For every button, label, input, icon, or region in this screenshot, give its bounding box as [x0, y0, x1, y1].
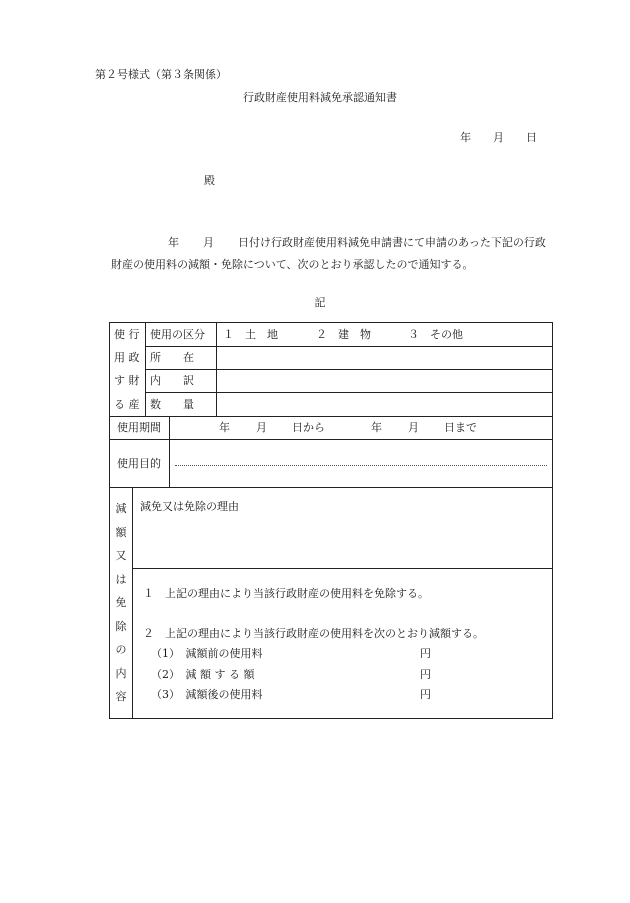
property-header-row-4: る 産	[114, 398, 140, 411]
reduction-char-1: 減	[115, 502, 127, 515]
subitem-after-reduction-unit: 円	[420, 688, 431, 701]
use-category-label: 使用の区分	[150, 328, 205, 341]
body-year: 年	[168, 236, 179, 249]
body-line-2: 財産の使用料の減額・免除について、次のとおり承認したので通知する。	[111, 258, 474, 271]
property-header-row-3: す 財	[114, 374, 140, 387]
period-to-year: 年	[371, 421, 382, 434]
subitem-reduction-amount-unit: 円	[420, 668, 431, 681]
period-from-day: 日から	[292, 421, 325, 434]
ki-heading: 記	[314, 296, 326, 309]
period-to-month: 月	[408, 421, 419, 434]
reduction-char-2: 額	[115, 525, 127, 539]
period-from-year: 年	[219, 421, 230, 434]
details-label: 内 訳	[150, 374, 194, 387]
purpose-dotted-line	[175, 465, 547, 466]
date-year: 年	[460, 131, 471, 144]
reduction-char-7: の	[115, 643, 127, 656]
property-header-row-1: 使 行	[114, 328, 140, 341]
period-from-month: 月	[256, 421, 267, 434]
body-line-1-text: 日付け行政財産使用料減免申請書にて申請のあった下記の行政	[238, 236, 546, 249]
location-label: 所 在	[150, 351, 194, 364]
reduction-char-9: 容	[115, 690, 127, 703]
reason-label: 減免又は免除の理由	[140, 500, 239, 513]
use-category-building: ２ 建 物	[316, 328, 371, 341]
addressee-suffix: 殿	[204, 174, 215, 187]
date-month: 月	[493, 131, 504, 144]
use-category-other: ３ その他	[408, 328, 463, 341]
reduction-char-4: は	[115, 572, 127, 586]
use-category-land: １ 土 地	[223, 328, 278, 341]
purpose-label: 使用目的	[117, 457, 161, 470]
subitem-after-reduction: （3） 減額後の使用料	[151, 688, 263, 701]
quantity-label: 数 量	[150, 398, 194, 411]
details-table	[109, 322, 553, 719]
period-label: 使用期間	[117, 421, 161, 434]
period-to-day: 日まで	[444, 421, 477, 434]
issue-date	[460, 131, 537, 145]
body-month: 月	[203, 236, 214, 249]
subitem-reduction-amount: （2） 減 額 す る 額	[151, 668, 255, 681]
reduction-char-8: 内	[115, 666, 127, 680]
form-code: 第２号様式（第３条関係）	[95, 68, 227, 81]
document-title: 行政財産使用料減免承認通知書	[243, 91, 397, 104]
reduction-char-3: 又	[115, 549, 127, 562]
body-line-1	[168, 236, 546, 250]
reduction-item: ２ 上記の理由により当該行政財産の使用料を次のとおり減額する。	[143, 627, 484, 640]
subitem-before-reduction: （1） 減額前の使用料	[151, 647, 263, 660]
exemption-item: １ 上記の理由により当該行政財産の使用料を免除する。	[143, 587, 429, 600]
reduction-char-5: 免	[115, 596, 127, 609]
reduction-char-6: 除	[115, 619, 127, 633]
subitem-before-reduction-unit: 円	[420, 647, 431, 660]
property-header-row-2: 用 政	[114, 351, 140, 364]
date-day: 日	[526, 131, 537, 144]
